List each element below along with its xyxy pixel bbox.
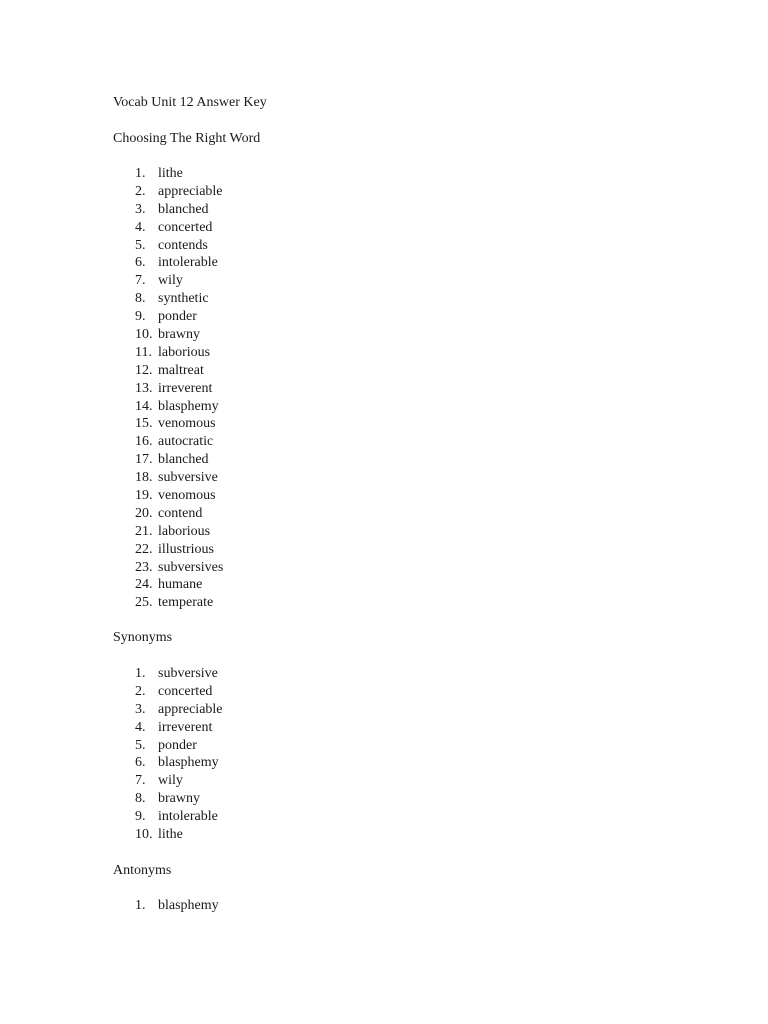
item-answer: autocratic [158, 434, 214, 450]
list-item [0, 737, 768, 755]
list-item [0, 897, 768, 915]
item-number: 4. [135, 719, 146, 735]
list-item [0, 344, 768, 362]
list-item [0, 523, 768, 541]
list-item [0, 487, 768, 505]
item-number: 8. [135, 291, 146, 307]
item-number: 5. [135, 237, 146, 253]
item-answer: venomous [158, 488, 216, 504]
item-answer: ponder [158, 309, 197, 325]
item-answer: subversive [158, 666, 218, 681]
item-number: 6. [135, 755, 146, 771]
list-item [0, 808, 768, 826]
item-answer: brawny [158, 791, 200, 807]
item-answer: irreverent [158, 380, 213, 396]
item-answer: brawny [158, 327, 200, 343]
item-number: 9. [135, 309, 146, 325]
item-answer: blanched [158, 452, 209, 468]
item-number: 1. [135, 898, 146, 913]
item-answer: laborious [158, 523, 211, 539]
item-answer: venomous [158, 416, 216, 432]
item-answer: blasphemy [158, 898, 219, 913]
item-answer: temperate [158, 595, 214, 611]
list-item [0, 451, 768, 469]
item-answer: subversives [158, 559, 224, 575]
list-item [0, 683, 768, 701]
item-number: 15. [135, 416, 153, 432]
item-answer: synthetic [158, 291, 209, 307]
item-answer: intolerable [158, 255, 218, 271]
item-number: 9. [135, 809, 146, 825]
list-item [0, 183, 768, 201]
list-item [0, 576, 768, 594]
item-answer: blasphemy [158, 755, 219, 771]
section-heading-antonyms: Antonyms [113, 863, 172, 878]
answer-list-choosing-the-right-word [0, 165, 768, 612]
list-item [0, 559, 768, 577]
item-answer: intolerable [158, 809, 218, 825]
item-answer: wily [158, 773, 183, 789]
list-item [0, 380, 768, 398]
list-item [0, 665, 768, 683]
item-answer: contends [158, 237, 208, 253]
item-answer: illustrious [158, 541, 215, 557]
list-item [0, 541, 768, 559]
item-number: 7. [135, 773, 146, 789]
item-number: 5. [135, 737, 146, 753]
list-item [0, 701, 768, 719]
answer-list-antonyms [0, 897, 768, 915]
item-number: 13. [135, 380, 153, 396]
item-number: 21. [135, 523, 153, 539]
item-number: 10. [135, 327, 153, 343]
item-answer: appreciable [158, 701, 223, 717]
item-number: 22. [135, 541, 153, 557]
item-number: 1. [135, 166, 146, 181]
item-number: 20. [135, 505, 153, 521]
list-item [0, 433, 768, 451]
list-item [0, 790, 768, 808]
item-answer: appreciable [158, 183, 223, 199]
item-number: 11. [135, 344, 152, 360]
item-answer: laborious [158, 344, 211, 360]
list-item [0, 398, 768, 416]
list-item [0, 719, 768, 737]
document-title: Vocab Unit 12 Answer Key [113, 95, 267, 110]
list-item [0, 254, 768, 272]
item-number: 14. [135, 398, 153, 414]
item-answer: concerted [158, 219, 213, 235]
item-number: 23. [135, 559, 153, 575]
item-number: 4. [135, 219, 146, 235]
item-number: 2. [135, 683, 146, 699]
item-number: 1. [135, 666, 146, 681]
list-item [0, 326, 768, 344]
item-answer: blasphemy [158, 398, 219, 414]
item-number: 25. [135, 595, 153, 611]
section-heading-choosing-the-right-word: Choosing The Right Word [113, 131, 261, 146]
item-number: 17. [135, 452, 153, 468]
list-item [0, 362, 768, 380]
item-answer: maltreat [158, 362, 204, 378]
item-number: 2. [135, 183, 146, 199]
list-item [0, 505, 768, 523]
item-number: 3. [135, 201, 146, 217]
answer-list-synonyms [0, 665, 768, 844]
item-answer: ponder [158, 737, 197, 753]
list-item [0, 165, 768, 183]
list-item [0, 415, 768, 433]
list-item [0, 290, 768, 308]
section-heading-synonyms: Synonyms [113, 630, 173, 645]
item-number: 12. [135, 362, 153, 378]
list-item [0, 219, 768, 237]
list-item [0, 754, 768, 772]
item-answer: blanched [158, 201, 209, 217]
item-number: 18. [135, 470, 153, 486]
list-item [0, 594, 768, 612]
list-item [0, 772, 768, 790]
list-item [0, 308, 768, 326]
item-answer: irreverent [158, 719, 213, 735]
item-answer: lithe [158, 166, 183, 181]
item-answer: subversive [158, 470, 218, 486]
item-answer: lithe [158, 827, 183, 843]
item-number: 10. [135, 827, 153, 843]
item-answer: concerted [158, 683, 213, 699]
item-number: 8. [135, 791, 146, 807]
item-number: 16. [135, 434, 153, 450]
list-item [0, 469, 768, 487]
list-item [0, 237, 768, 255]
list-item [0, 272, 768, 290]
item-number: 3. [135, 701, 146, 717]
list-item [0, 826, 768, 844]
list-item [0, 201, 768, 219]
item-answer: wily [158, 273, 183, 289]
item-number: 7. [135, 273, 146, 289]
item-answer: humane [158, 577, 203, 593]
item-answer: contend [158, 505, 203, 521]
item-number: 19. [135, 488, 153, 504]
item-number: 6. [135, 255, 146, 271]
item-number: 24. [135, 577, 153, 593]
